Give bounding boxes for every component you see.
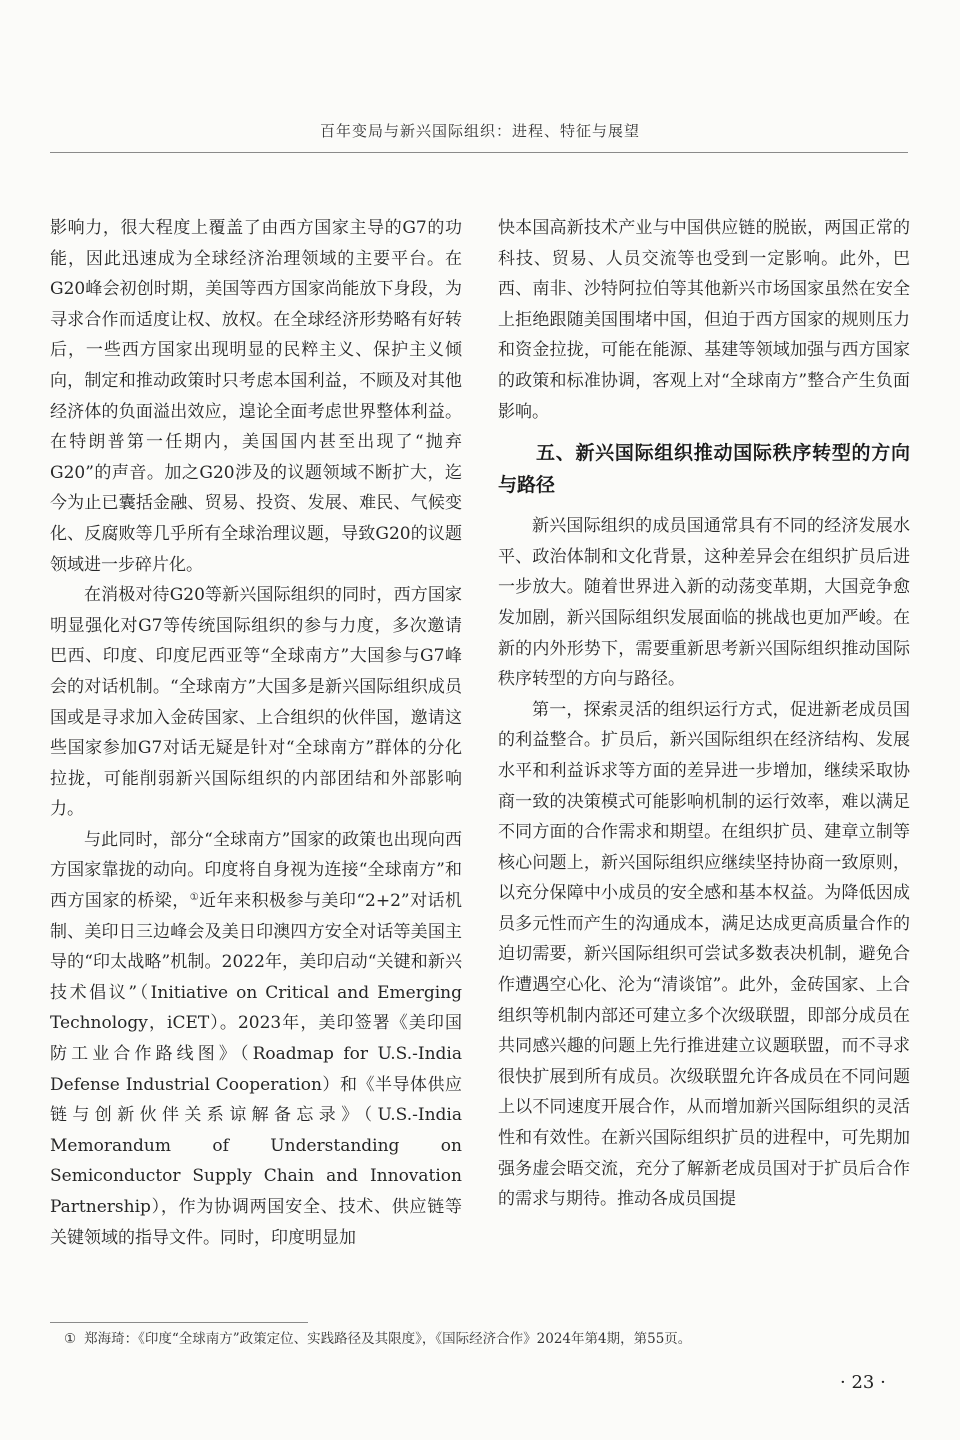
footnote-text: 郑海琦：《印度“全球南方”政策定位、实践路径及其限度》，《国际经济合作》2024年第4期，第55页。	[84, 1331, 692, 1347]
body-paragraph: 影响力，很大程度上覆盖了由西方国家主导的G7的功能，因此迅速成为全球经济治理领域的主要平台。在G20峰会初创时期，美国等西方国家尚能放下身段，为寻求合作而适度让权、放权。在全球经济形势略有好转后，一些西方国家出现明显的民粹主义、保护主义倾向，制定和推动政策时只考虑本国利益，不顾及对其他经济体的负面溢出效应，遑论全面考虑世界整体利益。在特朗普第一任期内，美国国内甚至出现了“抛弃G20”的声音。加之G20涉及的议题领域不断扩大，迄今为止已囊括金融、贸易、投资、发展、难民、气候变化、反腐败等几乎所有全球治理议题，导致G20的议题领域进一步碎片化。	[50, 218, 462, 575]
footnote	[64, 1329, 924, 1349]
right-column	[498, 213, 910, 1215]
header-rule	[50, 152, 908, 153]
body-paragraph: 在消极对待G20等新兴国际组织的同时，西方国家明显强化对G7等传统国际组织的参与力度，多次邀请巴西、印度、印度尼西亚等“全球南方”大国参与G7峰会的对话机制。“全球南方”大国多是新兴国际组织成员国或是寻求加入金砖国家、上合组织的伙伴国，邀请这些国家参加G7对话无疑是针对“全球南方”群体的分化拉拢，可能削弱新兴国际组织的内部团结和外部影响力。	[50, 585, 462, 820]
section-heading: 五、新兴国际组织推动国际秩序转型的方向与路径	[498, 442, 910, 497]
body-paragraph: 快本国高新技术产业与中国供应链的脱嵌，两国正常的科技、贸易、人员交流等也受到一定影响。此外，巴西、南非、沙特阿拉伯等其他新兴市场国家虽然在安全上拒绝跟随美国围堵中国，但迫于西方国家的规则压力和资金拉拢，可能在能源、基建等领域加强与西方国家的政策和标准协调，客观上对“全球南方”整合产生负面影响。	[498, 218, 910, 422]
body-paragraph: 第一，探索灵活的组织运行方式，促进新老成员国的利益整合。扩员后，新兴国际组织在经济结构、发展水平和利益诉求等方面的差异进一步增加，继续采取协商一致的决策模式可能影响机制的运行效率，难以满足不同方面的合作需求和期望。在组织扩员、建章立制等核心问题上，新兴国际组织应继续坚持协商一致原则，以充分保障中小成员的安全感和基本权益。为降低因成员多元性而产生的沟通成本，满足达成更高质量合作的迫切需要，新兴国际组织可尝试多数表决机制，避免合作遭遇空心化、沦为“清谈馆”。此外，金砖国家、上合组织等机制内部还可建立多个次级联盟，即部分成员在共同感兴趣的问题上先行推进建立议题联盟，而不寻求很快扩展到所有成员。次级联盟允许各成员在不同问题上以不同速度开展合作，从而增加新兴国际组织的灵活性和有效性。在新兴国际组织扩员的进程中，可先期加强务虚会晤交流，充分了解新老成员国对于扩员后合作的需求与期待。推动各成员国提	[498, 699, 910, 1210]
footnote-reference[interactable]: ①	[189, 892, 200, 904]
page-number: · 23 ·	[840, 1372, 886, 1393]
running-header-title: 百年变局与新兴国际组织：进程、特征与展望	[319, 122, 640, 140]
footnote-rule	[50, 1322, 308, 1323]
paragraph-text: 近年来积极参与美印“2+2”对话机制、美印日三边峰会及美日印澳四方安全对话等美国主导的“印太战略”机制。2022年，美印启动“关键和新兴技术倡议”（Initiative on Critical and Emerging Technology，iCET）。2023年，美印签署《美印国防工业合作路线图》（Roadmap for U.S.-India Defense Industrial Cooperation）和《半导体供应链与创新伙伴关系谅解备忘录》（U.S.-India Memorandum of Understanding on Semiconductor Supply Chain and Innovation Partnership），作为协调两国安全、技术、供应链等关键领域的指导文件。同时，印度明显加	[50, 891, 463, 1248]
left-column	[50, 213, 462, 1253]
footnote-mark: ①	[64, 1331, 77, 1347]
body-paragraph: 新兴国际组织的成员国通常具有不同的经济发展水平、政治体制和文化背景，这种差异会在组织扩员后进一步放大。随着世界进入新的动荡变革期，大国竞争愈发加剧，新兴国际组织发展面临的挑战也更加严峻。在新的内外形势下，需要重新思考新兴国际组织推动国际秩序转型的方向与路径。	[498, 516, 910, 690]
paragraph-text: 与此同时，部分“全球南方”国家的政策也出现向西方国家靠拢的动向。印度将自身视为连接“全球南方”和西方国家的桥梁，	[50, 829, 462, 912]
body-paragraph	[50, 825, 462, 1253]
